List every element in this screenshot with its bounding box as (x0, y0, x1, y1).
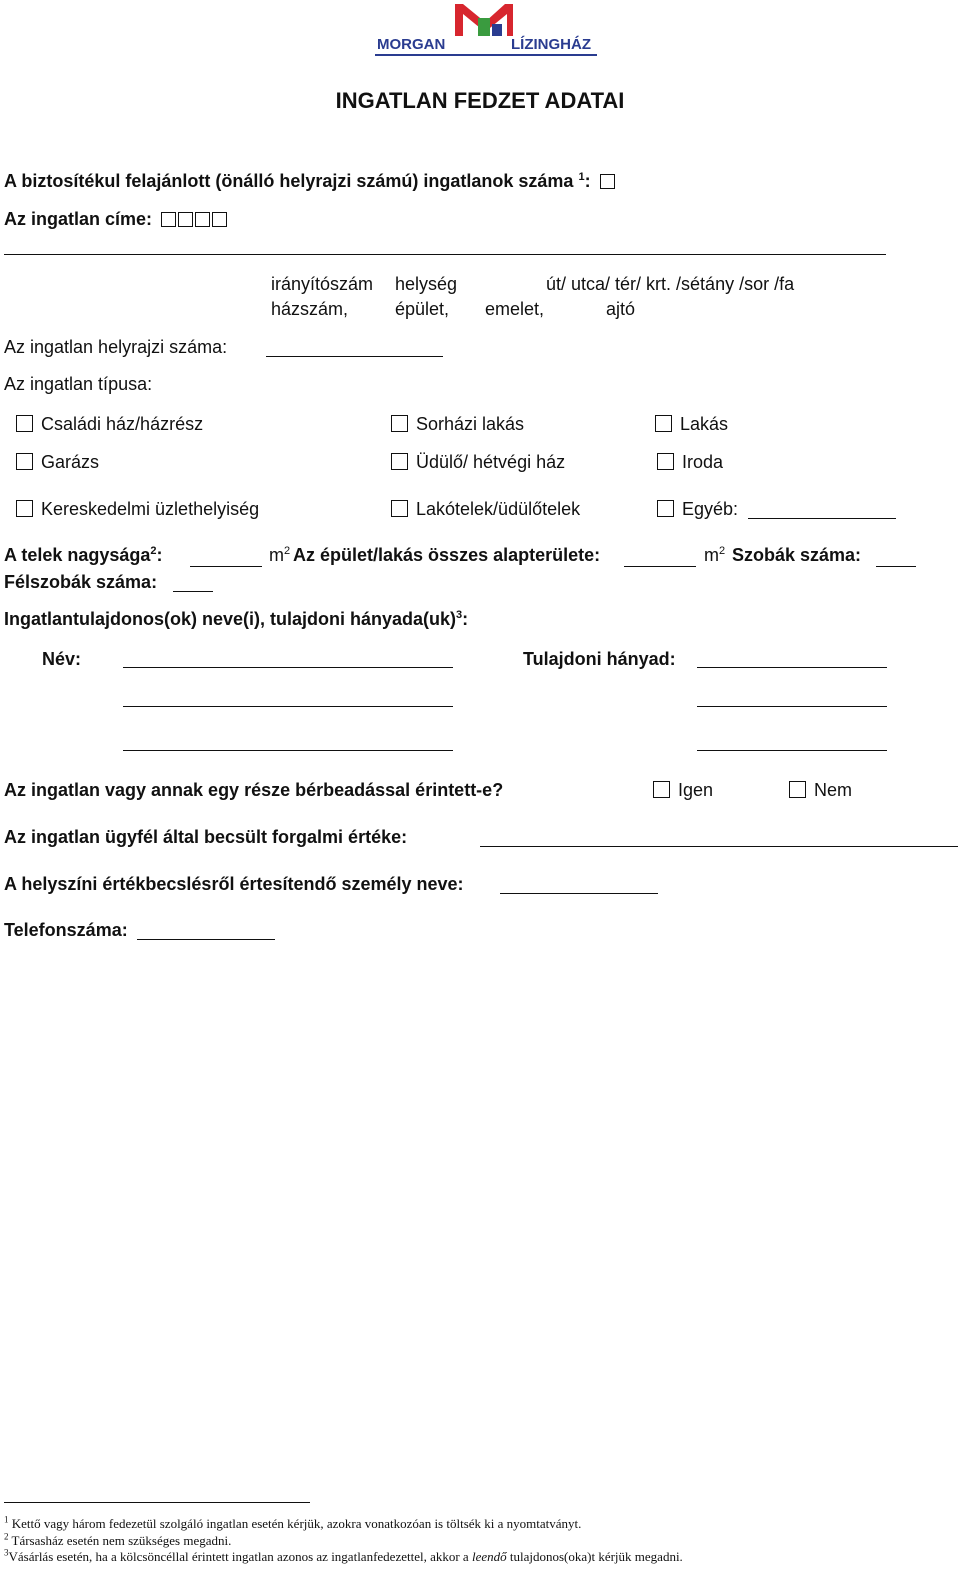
owner-share-label: Tulajdoni hányad: (523, 649, 676, 669)
footnote-2-text: Társasház esetén nem szükséges megadni. (11, 1533, 232, 1548)
unit-text: m (269, 545, 284, 565)
option-label: Egyéb: (682, 499, 739, 519)
owners-heading (4, 609, 468, 630)
rent-yes-label: Igen (678, 780, 714, 800)
address-label: Az ingatlan címe: (4, 209, 153, 229)
logo-blue-block (492, 24, 502, 36)
half-rooms-field[interactable] (173, 591, 213, 592)
checkbox-icon[interactable] (789, 781, 806, 798)
logo-green-block (478, 18, 490, 36)
floor-area-label: Az épület/lakás összes alapterülete: (293, 545, 601, 565)
postcode-box-2[interactable] (178, 212, 193, 227)
floor-area-field[interactable] (624, 566, 696, 567)
floor-area-unit (704, 545, 725, 566)
type-option-family-house[interactable] (16, 414, 203, 435)
footnote-2-number: 2 (4, 1531, 9, 1542)
postcode-box-3[interactable] (195, 212, 210, 227)
option-label: Lakás (680, 414, 729, 434)
checkbox-icon[interactable] (657, 453, 674, 470)
address-line[interactable] (4, 254, 886, 255)
rent-no-label: Nem (814, 780, 853, 800)
property-count-label: A biztosítékul felajánlott (önálló helyrajzi számú) ingatlanok száma (4, 171, 574, 191)
owner-name-label: Név: (42, 649, 82, 669)
footnote-3 (4, 1549, 683, 1565)
footnote-1-text: Kettő vagy három fedezetül szolgáló ingatlan esetén kérjük, azokra vonatkozóan is töltsék ki a nyomtatványt. (11, 1516, 582, 1531)
option-label: Iroda (682, 452, 724, 472)
phone-field[interactable] (137, 939, 275, 940)
type-other-field[interactable] (748, 518, 896, 519)
type-option-holiday-house[interactable] (391, 452, 565, 473)
unit-text: m (704, 545, 719, 565)
address-hint-floor: emelet, (485, 299, 545, 319)
half-rooms-label: Félszobák száma: (4, 572, 158, 592)
rent-no-option[interactable] (789, 780, 852, 801)
owner-name-field-1[interactable] (123, 667, 453, 668)
rooms-label: Szobák száma: (732, 545, 862, 565)
checkbox-icon[interactable] (16, 415, 33, 432)
checkbox-icon[interactable] (391, 453, 408, 470)
logo-text-lizinghaz: LÍZINGHÁZ (511, 36, 591, 53)
owner-share-field-2[interactable] (697, 706, 887, 707)
footnote-ref-1: 1 (578, 171, 585, 183)
type-option-other[interactable] (657, 499, 738, 520)
hrsz-field[interactable] (266, 356, 443, 357)
checkbox-icon[interactable] (16, 500, 33, 517)
owner-share-field-3[interactable] (697, 750, 887, 751)
footnote-3-text-end: tulajdonos(oka)t kérjük megadni. (509, 1549, 683, 1564)
hrsz-label: Az ingatlan helyrajzi száma: (4, 337, 228, 357)
type-option-flat[interactable] (655, 414, 728, 435)
owners-label: Ingatlantulajdonos(ok) neve(i), tulajdoni hányada(uk) (4, 609, 457, 629)
option-label: Garázs (41, 452, 100, 472)
contact-name-label: A helyszíni értékbecslésről értesítendő személy neve: (4, 874, 464, 894)
unit-sup: 2 (284, 545, 291, 557)
checkbox-icon[interactable] (657, 500, 674, 517)
option-label: Üdülő/ hétvégi ház (416, 452, 566, 472)
footnote-separator (4, 1502, 310, 1503)
option-label: Sorházi lakás (416, 414, 525, 434)
owner-name-field-3[interactable] (123, 750, 453, 751)
checkbox-icon[interactable] (391, 415, 408, 432)
footnote-1 (4, 1516, 581, 1532)
rooms-field[interactable] (876, 566, 916, 567)
option-label: Kereskedelmi üzlethelyiség (41, 499, 260, 519)
page-title: INGATLAN FEDZET ADATAI (335, 88, 625, 113)
checkbox-icon[interactable] (391, 500, 408, 517)
logo (375, 0, 600, 56)
owners-colon: : (462, 609, 469, 629)
rent-question: Az ingatlan vagy annak egy része bérbeadással érintett-e? (4, 780, 504, 800)
logo-underline (375, 54, 597, 56)
plot-size-label: A telek nagysága (4, 545, 151, 565)
address-hint-city: helység (395, 274, 458, 294)
address-hint-building: épület, (395, 299, 450, 319)
footnote-3-emphasis: leendő (471, 1549, 507, 1564)
property-count-checkbox[interactable] (600, 174, 615, 189)
type-option-office[interactable] (657, 452, 723, 473)
logo-graphic (375, 0, 600, 36)
option-label: Lakótelek/üdülőtelek (416, 499, 581, 519)
address-row (4, 209, 227, 230)
footnote-1-number: 1 (4, 1514, 9, 1525)
unit-sup: 2 (719, 545, 726, 557)
address-hint-postcode: irányítószám (271, 274, 374, 294)
footnote-ref-3: 3 (456, 609, 463, 621)
phone-label: Telefonszáma: (4, 920, 128, 940)
postcode-box-1[interactable] (161, 212, 176, 227)
plot-size-unit (269, 545, 290, 566)
type-label: Az ingatlan típusa: (4, 374, 153, 394)
property-count-row (4, 171, 615, 192)
size-row (4, 545, 163, 566)
logo-text-morgan: MORGAN (377, 36, 446, 53)
owner-name-field-2[interactable] (123, 706, 453, 707)
market-value-field[interactable] (480, 846, 958, 847)
checkbox-icon[interactable] (653, 781, 670, 798)
checkbox-icon[interactable] (655, 415, 672, 432)
footnote-2 (4, 1533, 231, 1549)
option-label: Családi ház/házrész (41, 414, 204, 434)
footnote-ref-2: 2 (150, 545, 157, 557)
plot-size-colon: : (156, 545, 163, 565)
address-hint-street: út/ utca/ tér/ krt. /sétány /sor /fa (546, 274, 795, 294)
property-count-colon: : (584, 171, 591, 191)
owner-share-field-1[interactable] (697, 667, 887, 668)
address-hint-door: ajtó (606, 299, 636, 319)
plot-size-field[interactable] (190, 566, 262, 567)
postcode-box-4[interactable] (212, 212, 227, 227)
type-option-garage[interactable] (16, 452, 99, 473)
footnote-3-number: 3 (4, 1547, 9, 1558)
checkbox-icon[interactable] (16, 453, 33, 470)
type-option-commercial[interactable] (16, 499, 259, 520)
type-option-row-house[interactable] (391, 414, 524, 435)
contact-name-field[interactable] (500, 893, 658, 894)
address-hint-housenumber: házszám, (271, 299, 349, 319)
rent-yes-option[interactable] (653, 780, 713, 801)
type-option-plot[interactable] (391, 499, 580, 520)
footnote-3-text-start: Vásárlás esetén, ha a kölcsöncéllal érintett ingatlan azonos az ingatlanfedezettel, akkor a (8, 1549, 469, 1564)
market-value-label: Az ingatlan ügyfél által becsült forgalmi értéke: (4, 827, 408, 847)
